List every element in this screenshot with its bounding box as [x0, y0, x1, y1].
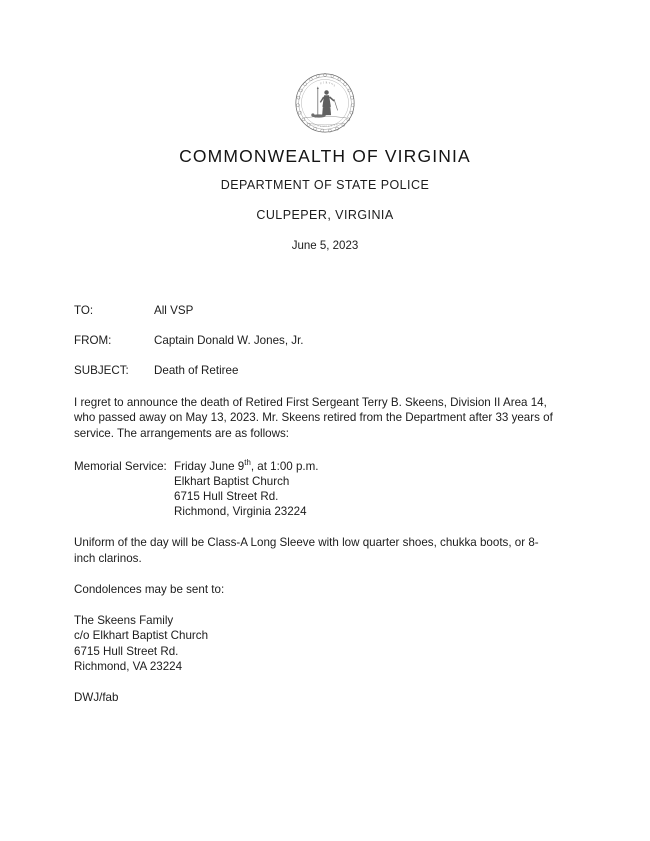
- svg-text:E: E: [328, 125, 330, 128]
- svg-text:V: V: [331, 83, 334, 87]
- condolences-intro: Condolences may be sent to:: [74, 582, 225, 596]
- svg-text:S: S: [317, 125, 319, 128]
- condolences-city-state-zip: Richmond, VA 23224: [74, 659, 183, 673]
- uniform-paragraph: Uniform of the day will be Class-A Long Sleeve with low quarter shoes, chukka boots, or 8-inch clarinos.: [74, 536, 539, 565]
- letterhead: [0, 0, 650, 252]
- svg-text:I: I: [312, 124, 314, 127]
- page-title: COMMONWEALTH OF VIRGINIA: [179, 146, 471, 166]
- memo-row-subject: [74, 363, 558, 379]
- svg-text:R: R: [325, 81, 328, 85]
- virginia-state-seal-icon: [294, 72, 356, 134]
- svg-text:T: T: [328, 82, 331, 86]
- memorial-service-city-state-zip: Richmond, Virginia 23224: [174, 505, 307, 519]
- svg-text:S: S: [310, 124, 312, 127]
- memo-value-to: All VSP: [154, 304, 194, 317]
- svg-text:C: C: [314, 125, 316, 128]
- memo-value-subject: Death of Retiree: [154, 364, 239, 378]
- memo-label-subject: SUBJECT:: [74, 364, 129, 378]
- svg-text:V: V: [320, 82, 322, 86]
- svg-text:R: R: [330, 125, 333, 128]
- condolences-recipient: The Skeens Family: [74, 614, 174, 628]
- memo-body: [74, 303, 558, 706]
- memo-row-to: [74, 303, 558, 319]
- memorial-service-datetime: [174, 459, 558, 474]
- memorial-service-venue: Elkhart Baptist Church: [174, 474, 290, 488]
- svg-text:M: M: [322, 125, 325, 128]
- svg-text:T: T: [333, 125, 336, 128]
- memorial-date-suffix: , at 1:00 p.m.: [250, 459, 319, 473]
- svg-text:E: E: [320, 125, 322, 128]
- svg-text:P: P: [325, 125, 327, 128]
- memorial-date-ordinal: th: [244, 457, 251, 467]
- author-initials: DWJ/fab: [74, 690, 119, 704]
- svg-text:Y: Y: [336, 124, 338, 127]
- memo-header-fields: [74, 303, 558, 379]
- document-date: June 5, 2023: [291, 240, 359, 253]
- memorial-service-label: Memorial Service:: [74, 459, 167, 473]
- memo-value-from: Captain Donald W. Jones, Jr.: [154, 334, 304, 348]
- condolences-street: 6715 Hull Street Rd.: [74, 644, 179, 658]
- condolences-care-of: c/o Elkhart Baptist Church: [74, 629, 209, 643]
- memo-row-from: [74, 333, 558, 349]
- svg-text:S: S: [333, 84, 336, 88]
- memorial-service-street: 6715 Hull Street Rd.: [174, 489, 279, 503]
- memo-label-from: FROM:: [74, 334, 112, 348]
- svg-text:I: I: [323, 81, 325, 85]
- announcement-paragraph: I regret to announce the death of Retired First Sergeant Terry B. Skeens, Division II Area 14, who passed away on May 13, 2023. Mr. Skeens retired from the Department after 33 years of service. The arrangements are as follows:: [74, 395, 553, 440]
- condolences-address-block: [74, 613, 558, 674]
- memorial-date-prefix: Friday June 9: [174, 459, 245, 473]
- department-subtitle: DEPARTMENT OF STATE POLICE: [220, 178, 430, 193]
- memo-label-to: TO:: [74, 304, 94, 317]
- memorial-service-block: [74, 459, 558, 520]
- location-line: CULPEPER, VIRGINIA: [256, 208, 394, 223]
- memorial-service-details: [174, 459, 558, 520]
